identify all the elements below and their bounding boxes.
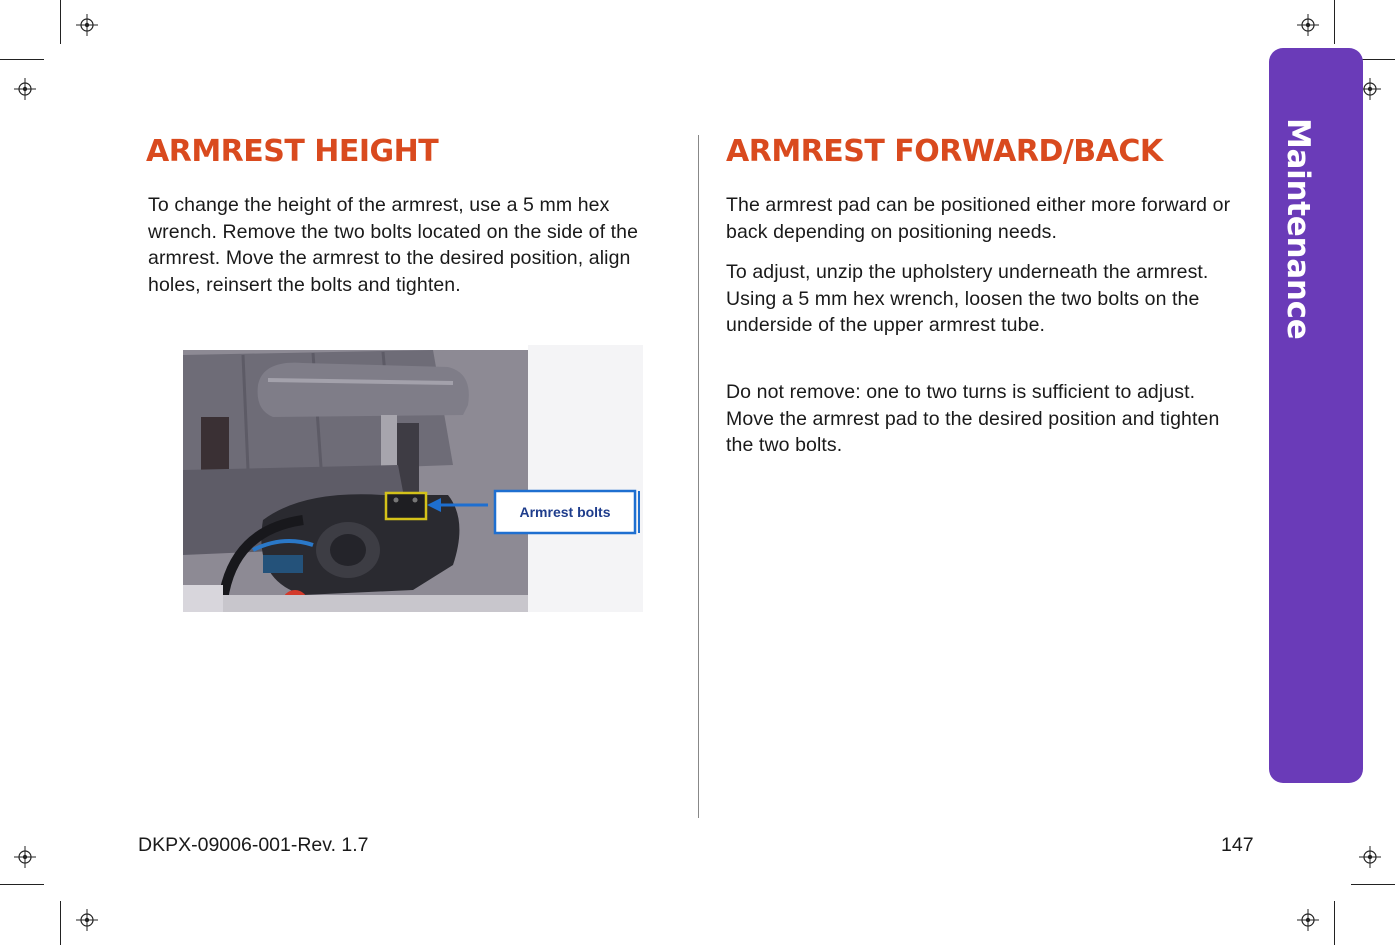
armrest-bolts-callout-label: Armrest bolts <box>519 504 611 520</box>
forward-back-paragraph-2: To adjust, unzip the upholstery underneath the armrest. Using a 5 mm hex wrench, loosen the two bolts on the underside of the upper armrest tube. <box>726 261 1209 336</box>
crop-mark <box>0 884 44 885</box>
armrest-forward-back-heading: ARMREST FORWARD/BACK <box>726 134 1163 169</box>
crop-mark <box>0 59 44 60</box>
registration-mark-icon <box>1359 846 1381 868</box>
registration-mark-icon <box>76 909 98 931</box>
registration-mark-icon <box>14 846 36 868</box>
crop-mark <box>60 0 61 44</box>
registration-mark-icon <box>1297 909 1319 931</box>
armrest-height-heading: ARMREST HEIGHT <box>146 134 439 169</box>
registration-mark-icon <box>76 14 98 36</box>
section-tab-label: Maintenance <box>1280 118 1316 340</box>
registration-mark-icon <box>14 78 36 100</box>
crop-mark <box>1351 884 1395 885</box>
armrest-bolts-photo <box>183 345 643 612</box>
armrest-height-paragraph: To change the height of the armrest, use a 5 mm hex wrench. Remove the two bolts located on the side of the armrest. Move the armrest to the desired position, align holes, reinsert the bolts and tighten. <box>148 194 639 296</box>
crop-mark <box>1334 0 1335 44</box>
page-number: 147 <box>1221 834 1254 856</box>
crop-mark <box>60 901 61 945</box>
document-id: DKPX-09006-001-Rev. 1.7 <box>138 834 369 856</box>
forward-back-paragraph-3: Do not remove: one to two turns is sufficient to adjust. Move the armrest pad to the desired position and tighten the two bolts. <box>726 381 1220 456</box>
crop-mark <box>1334 901 1335 945</box>
forward-back-paragraph-1: The armrest pad can be positioned either more forward or back depending on positioning needs. <box>726 194 1231 243</box>
registration-mark-icon <box>1297 14 1319 36</box>
column-divider <box>698 135 699 818</box>
